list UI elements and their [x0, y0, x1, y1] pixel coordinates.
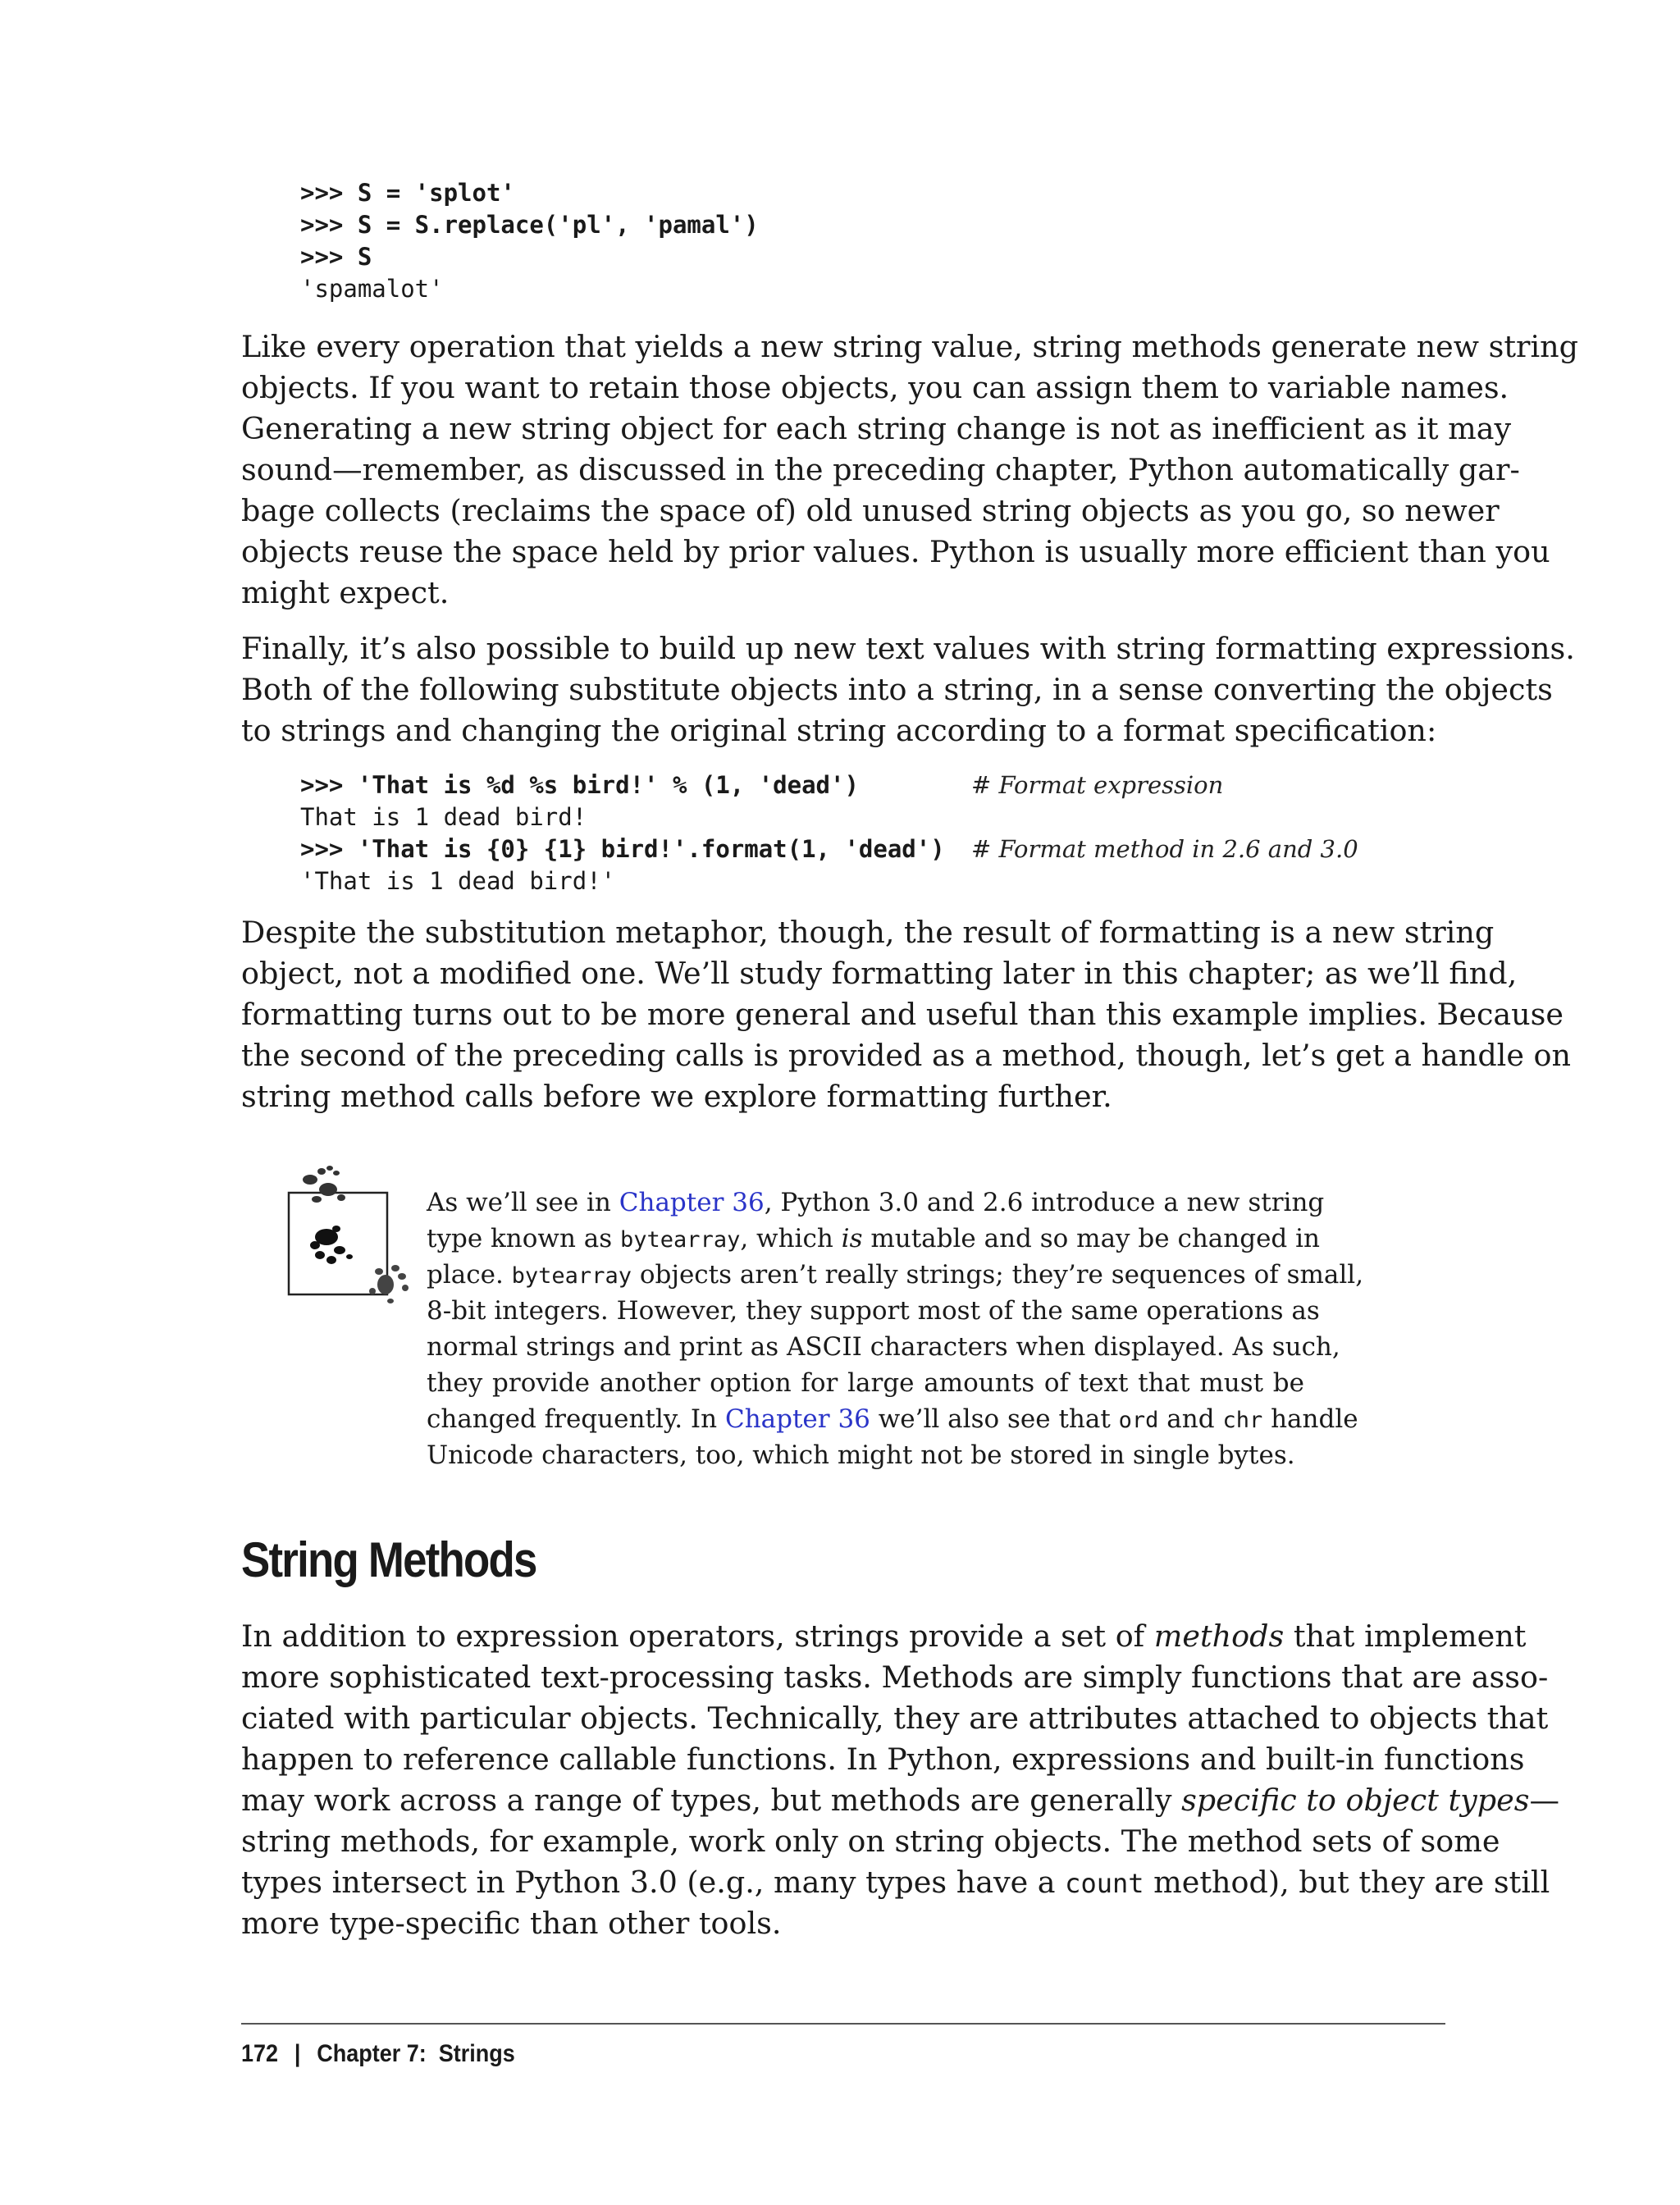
code-line: >>> S = S.replace('pl', 'pamal')	[300, 211, 759, 239]
text-line: Despite the substitution metaphor, though, the result of formatting is a new string	[241, 915, 1495, 950]
note-line	[427, 1257, 1364, 1293]
text-line	[241, 1616, 1527, 1657]
code-line	[300, 833, 1358, 865]
inline-code: count	[1065, 1868, 1144, 1899]
note-text: , Python 3.0 and 2.6 introduce a new string	[764, 1188, 1325, 1217]
page-footer	[241, 2038, 515, 2070]
note-line: Unicode characters, too, which might not be stored in single bytes.	[427, 1440, 1295, 1470]
text-line	[241, 1862, 1550, 1903]
inline-code: chr	[1222, 1408, 1263, 1433]
text-line: ciated with particular objects. Technically, they are attributes attached to objects that	[241, 1701, 1549, 1736]
note-text: changed frequently. In	[427, 1404, 725, 1434]
note-text: , which	[740, 1224, 842, 1253]
text-line: bage collects (reclaims the space of) old unused string objects as you go, so newer	[241, 493, 1500, 528]
footer-chapter: Chapter 7: Strings	[317, 2040, 515, 2067]
note-line	[427, 1401, 1358, 1437]
inline-code: bytearray	[511, 1263, 632, 1289]
text-line: the second of the preceding calls is provided as a method, though, let’s get a handle on	[241, 1038, 1572, 1073]
text: may work across a range of types, but methods are generally	[241, 1783, 1182, 1818]
note-line	[427, 1221, 1320, 1257]
note-text: and	[1158, 1404, 1223, 1434]
code-output-line: 'That is 1 dead bird!'	[300, 867, 616, 895]
text-line: happen to reference callable functions. In Python, expressions and built-in functions	[241, 1742, 1525, 1777]
text-line: to strings and changing the original string according to a format specification:	[241, 713, 1437, 748]
note-line: normal strings and print as ASCII characters when displayed. As such,	[427, 1332, 1340, 1362]
text: that implement	[1284, 1618, 1527, 1654]
raccoon-tracks-note-icon	[282, 1160, 422, 1308]
text: In addition to expression operators, strings provide a set of	[241, 1618, 1154, 1654]
code-block-format	[300, 769, 1358, 897]
inline-code: bytearray	[620, 1227, 741, 1253]
note-line	[427, 1185, 1325, 1221]
text-line: objects reuse the space held by prior values. Python is usually more efficient than you	[241, 534, 1550, 569]
text-line: Like every operation that yields a new string value, string methods generate new string	[241, 329, 1579, 364]
text-line: sound—remember, as discussed in the preceding chapter, Python automatically gar-	[241, 452, 1520, 487]
emphasis: methods	[1153, 1618, 1285, 1654]
note-text: mutable and so may be changed in	[862, 1224, 1320, 1253]
note-text: objects aren’t really strings; they’re sequences of small,	[631, 1260, 1364, 1290]
text-line: might expect.	[241, 575, 450, 610]
note-text: type known as	[427, 1224, 621, 1253]
code-line: >>> S	[300, 243, 372, 271]
paragraph-substitution	[241, 912, 1572, 1117]
page-number: 172	[241, 2040, 279, 2067]
note-text: we’ll also see that	[870, 1404, 1119, 1434]
code-output-line: 'spamalot'	[300, 275, 444, 303]
text: —	[1529, 1783, 1559, 1818]
text: types intersect in Python 3.0 (e.g., many types have a	[241, 1865, 1066, 1900]
paragraph-string-objects	[241, 326, 1579, 614]
paragraph-formatting-intro	[241, 628, 1575, 751]
chapter-36-link[interactable]: Chapter 36	[619, 1188, 765, 1217]
inline-code: ord	[1118, 1408, 1159, 1433]
footer-separator: |	[294, 2040, 301, 2067]
text-line: objects. If you want to retain those objects, you can assign them to variable names.	[241, 370, 1509, 405]
text: method), but they are still	[1144, 1865, 1550, 1900]
text-line: string method calls before we explore formatting further.	[241, 1079, 1112, 1114]
text-line: object, not a modified one. We’ll study formatting later in this chapter; as we’ll find,	[241, 956, 1518, 991]
code-comment: # Format expression	[971, 771, 1224, 799]
note-bytearray	[427, 1185, 1364, 1473]
paragraph-string-methods	[241, 1616, 1559, 1944]
text-line: Finally, it’s also possible to build up new text values with string formatting expressions.	[241, 631, 1575, 666]
code-input: >>> 'That is %d %s bird!' % (1, 'dead')	[300, 771, 859, 799]
code-line	[300, 769, 1224, 801]
code-line: >>> S = 'splot'	[300, 179, 515, 207]
note-line: they provide another option for large amounts of text that must be	[427, 1368, 1304, 1398]
emphasis: is	[841, 1224, 863, 1253]
section-heading: String Methods	[241, 1532, 536, 1587]
emphasis: specific to object types	[1181, 1783, 1530, 1818]
note-text: As we’ll see in	[427, 1188, 619, 1217]
note-line: 8-bit integers. However, they support most of the same operations as	[427, 1296, 1320, 1326]
note-text: place.	[427, 1260, 512, 1290]
text-line: Both of the following substitute objects into a string, in a sense converting the objects	[241, 672, 1553, 707]
text-line	[241, 1780, 1559, 1821]
code-comment: # Format method in 2.6 and 3.0	[971, 835, 1358, 863]
text-line: more type-specific than other tools.	[241, 1906, 782, 1941]
footer-rule	[241, 2023, 1445, 2025]
note-text: handle	[1262, 1404, 1358, 1434]
text-line: string methods, for example, work only on string objects. The method sets of some	[241, 1824, 1500, 1859]
text-line: more sophisticated text-processing tasks. Methods are simply functions that are asso-	[241, 1659, 1549, 1695]
text-line: Generating a new string object for each string change is not as inefficient as it may	[241, 411, 1512, 446]
code-output-line: That is 1 dead bird!	[300, 803, 587, 831]
text-line: formatting turns out to be more general and useful than this example implies. Because	[241, 997, 1564, 1032]
chapter-36-link[interactable]: Chapter 36	[724, 1404, 870, 1434]
code-block-replace	[300, 177, 759, 305]
code-input: >>> 'That is {0} {1} bird!'.format(1, 'dead')	[300, 835, 945, 863]
